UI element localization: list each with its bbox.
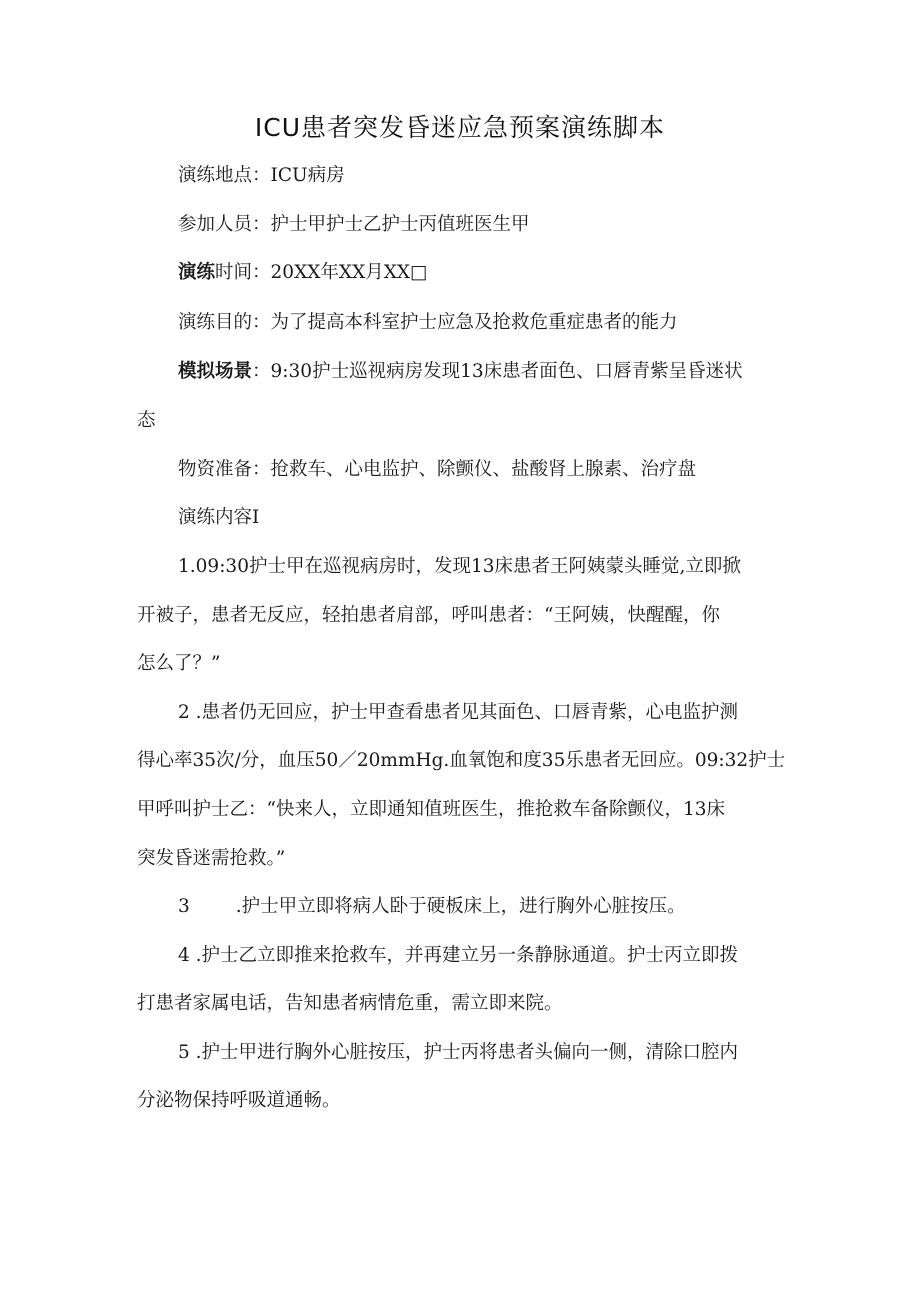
scene-line-1 [178, 358, 743, 386]
materials-value: 抢救车、心电监护、除颤仪、盐酸肾上腺素、治疗盘 [270, 459, 697, 480]
step1-line1: 1.09:30护士甲在巡视病房时，发现13床患者王阿姨蒙头睡觉,立即掀 [178, 556, 741, 577]
document-title: ICU患者突发昏迷应急预案演练脚本 [254, 113, 666, 142]
scene-label: 模拟场景 [178, 361, 253, 382]
participants-label: 参加人员： [178, 214, 271, 235]
location-label: 演练地点： [178, 165, 271, 186]
participants-line [178, 211, 530, 239]
step2-line4: 突发昏迷需抢救。” [137, 848, 286, 869]
purpose-line [178, 309, 678, 337]
materials-label: 物资准备： [178, 459, 271, 480]
purpose-value: 为了提高本科室护士应急及抢救危重症患者的能力 [270, 312, 678, 333]
scene-line-2: 态 [137, 410, 156, 431]
time-label-rest: 时间： [215, 262, 271, 283]
materials-line [178, 456, 696, 484]
step2-line3: 甲呼叫护士乙：“快来人，立即通知值班医生，推抢救车备除颤仪，13床 [137, 799, 726, 820]
step4-line1: 4 .护士乙立即推来抢救车，并再建立另一条静脉通道。护士丙立即拨 [178, 945, 739, 966]
participants-value: 护士甲护士乙护士丙值班医生甲 [270, 214, 530, 235]
step5-line1: 5 .护士甲进行胸外心脏按压，护士丙将患者头偏向一侧，清除口腔内 [178, 1042, 739, 1063]
location-value: ICU病房 [270, 165, 345, 186]
purpose-label: 演练目的： [178, 312, 271, 333]
step2-line1: 2 .患者仍无回应，护士甲查看患者见其面色、口唇青紫，心电监护测 [178, 702, 739, 723]
step4-line2: 打患者家属电话，告知患者病情危重，需立即来院。 [137, 993, 563, 1014]
step3-line [178, 893, 686, 921]
time-line [178, 259, 428, 287]
content-heading: 演练内容I [178, 507, 260, 528]
location-line [178, 162, 345, 190]
time-label-bold: 演练 [178, 262, 216, 283]
step1-line3: 怎么了？” [137, 653, 221, 674]
time-value: 20XX年XX月XX□ [270, 262, 428, 283]
step2-line2: 得心率35次/分，血压50／20mmHg.血氧饱和度35乐患者无回应。09:32护士 [137, 750, 786, 771]
scene-value: 9:30护士巡视病房发现13床患者面色、口唇青紫呈昏迷状 [270, 361, 743, 382]
step3-number: 3 [178, 896, 190, 917]
scene-colon: ： [252, 361, 271, 382]
step3-text: .护士甲立即将病人卧于硬板床上，进行胸外心脏按压。 [235, 896, 686, 917]
step1-line2: 开被子，患者无反应，轻拍患者肩部，呼叫患者：“王阿姨，快醒醒，你 [137, 605, 720, 626]
step5-line2: 分泌物保持呼吸道通畅。 [137, 1090, 341, 1111]
